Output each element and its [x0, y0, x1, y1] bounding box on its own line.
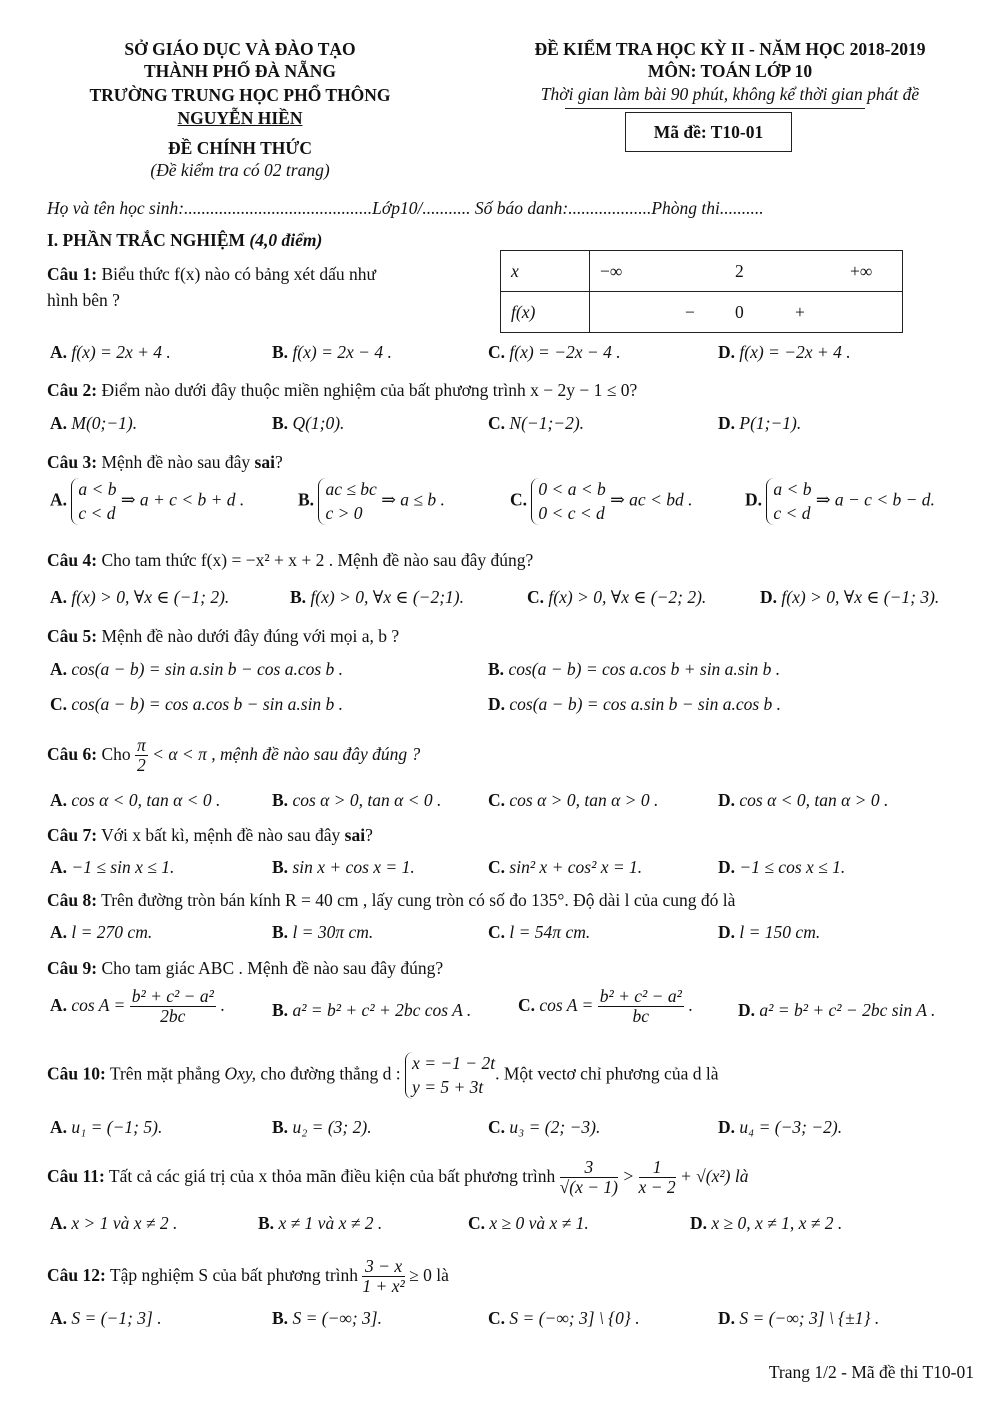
- q3-option-b[interactable]: B. ac ≤ bc c > 0 ⇒ a ≤ b .: [298, 478, 445, 525]
- q12-option-b[interactable]: B. S = (−∞; 3].: [272, 1308, 382, 1328]
- q5-option-b[interactable]: B. cos(a − b) = cos a.cos b + sin a.sin b .: [488, 659, 781, 679]
- school-name: NGUYỄN HIỀN: [177, 108, 303, 128]
- header-divider: [565, 108, 865, 109]
- sign-table-row1: [590, 251, 903, 292]
- q9-option-d[interactable]: D. a² = b² + c² − 2bc sin A .: [738, 1000, 936, 1020]
- q5-option-a[interactable]: A. cos(a − b) = sin a.sin b − cos a.cos b .: [50, 659, 344, 679]
- question-12: Câu 12: Tập nghiệm S của bất phương trình $\frac{3 - x}{\text{1 + x²}}$ ≥ 0 là: [47, 1256, 449, 1297]
- question-6: Câu 6: Cho $\frac{\pi}{2}$ < α < π , mệnh đề nào sau đây đúng ?: [47, 735, 421, 776]
- sign-table-fx: f(x): [501, 292, 590, 333]
- q9-option-c[interactable]: C. cos A = $\frac{\text{b² + c² − a²}}{bc}$ .: [518, 986, 693, 1027]
- question-4: Câu 4: Cho tam thức f(x) = −x² + x + 2 . Mệnh đề nào sau đây đúng?: [47, 550, 534, 570]
- q6-option-b[interactable]: B. cos α > 0, tan α < 0 .: [272, 790, 442, 810]
- pos-inf: +∞: [850, 261, 873, 281]
- q7-option-d[interactable]: D. −1 ≤ cos x ≤ 1.: [718, 857, 846, 877]
- question-10: Câu 10: Trên mặt phẳng Oxy, cho đường thẳng d : x = −1 − 2t y = 5 + 3t . Một vectơ chỉ phương của d là: [47, 1052, 718, 1099]
- q1-option-d[interactable]: D. f(x) = −2x + 4 .: [718, 342, 851, 362]
- root-2: 2: [735, 261, 744, 281]
- q6-option-d[interactable]: D. cos α < 0, tan α > 0 .: [718, 790, 889, 810]
- q4-option-d[interactable]: D. f(x) > 0, ∀x ∈ (−1; 3).: [760, 587, 940, 607]
- q10-option-b[interactable]: B. u₂ = (3; 2).: [272, 1117, 372, 1137]
- student-info-line: Họ và tên học sinh:...........................................Lớp10/........... Số báo danh:...................Phòng thi..........: [47, 198, 764, 218]
- q1-option-c[interactable]: C. f(x) = −2x − 4 .: [488, 342, 621, 362]
- q2-option-b[interactable]: B. Q(1;0).: [272, 413, 345, 433]
- q4-option-c[interactable]: C. f(x) > 0, ∀x ∈ (−2; 2).: [527, 587, 707, 607]
- q11-option-a[interactable]: A. x > 1 và x ≠ 2 .: [50, 1213, 178, 1233]
- q3-option-c[interactable]: C. 0 < a < b 0 < c < d ⇒ ac < bd .: [510, 478, 693, 525]
- sign-plus: +: [795, 302, 805, 322]
- question-8: Câu 8: Trên đường tròn bán kính R = 40 cm , lấy cung tròn có số đo 135°. Độ dài l của cung đó là: [47, 890, 736, 910]
- q7-option-b[interactable]: B. sin x + cos x = 1.: [272, 857, 415, 877]
- q3-option-d[interactable]: D. a < b c < d ⇒ a − c < b − d.: [745, 478, 935, 525]
- q5-option-c[interactable]: C. cos(a − b) = cos a.cos b − sin a.sin b .: [50, 694, 344, 714]
- q8-option-a[interactable]: A. l = 270 cm.: [50, 922, 153, 942]
- q9-option-a[interactable]: A. cos A = $\frac{\text{b² + c² − a²}}{2bc}$ .: [50, 986, 225, 1027]
- exam-subject: MÔN: TOÁN LỚP 10: [647, 61, 813, 81]
- q3-option-a[interactable]: A. a < b c < d ⇒ a + c < b + d .: [50, 478, 244, 525]
- question-3: Câu 3: Mệnh đề nào sau đây sai?: [47, 452, 283, 472]
- sign-table: [500, 250, 903, 333]
- question-11: Câu 11: Tất cả các giá trị của x thỏa mãn điều kiện của bất phương trình $\frac{3}{√(x - 1)}$ > $\frac{1}{x - 2}$ + √(x²) là: [47, 1157, 749, 1198]
- q11-option-b[interactable]: B. x ≠ 1 và x ≠ 2 .: [258, 1213, 383, 1233]
- question-9: Câu 9: Cho tam giác ABC . Mệnh đề nào sau đây đúng?: [47, 958, 444, 978]
- school-type: TRƯỜNG TRUNG HỌC PHỔ THÔNG: [89, 85, 391, 105]
- neg-inf: −∞: [600, 261, 623, 281]
- q9-option-b[interactable]: B. a² = b² + c² + 2bc cos A .: [272, 1000, 472, 1020]
- question-5: Câu 5: Mệnh đề nào dưới đây đúng với mọi a, b ?: [47, 626, 400, 646]
- sign-table-row2: [590, 292, 903, 333]
- q1-option-a[interactable]: A. f(x) = 2x + 4 .: [50, 342, 171, 362]
- q5-option-d[interactable]: D. cos(a − b) = cos a.sin b − sin a.cos b .: [488, 694, 782, 714]
- q7-option-a[interactable]: A. −1 ≤ sin x ≤ 1.: [50, 857, 175, 877]
- q1-option-b[interactable]: B. f(x) = 2x − 4 .: [272, 342, 392, 362]
- q10-option-d[interactable]: D. u₄ = (−3; −2).: [718, 1117, 843, 1137]
- q2-option-a[interactable]: A. M(0;−1).: [50, 413, 138, 433]
- q10-option-c[interactable]: C. u₃ = (2; −3).: [488, 1117, 601, 1137]
- q12-option-c[interactable]: C. S = (−∞; 3] \ {0} .: [488, 1308, 640, 1328]
- question-7: Câu 7: Với x bất kì, mệnh đề nào sau đây sai?: [47, 825, 373, 845]
- question-1-cont: hình bên ?: [47, 290, 120, 310]
- section-title: I. PHẦN TRẮC NGHIỆM (4,0 điểm): [47, 230, 323, 250]
- q12-option-a[interactable]: A. S = (−1; 3] .: [50, 1308, 162, 1328]
- q2-option-d[interactable]: D. P(1;−1).: [718, 413, 802, 433]
- q8-option-d[interactable]: D. l = 150 cm.: [718, 922, 821, 942]
- q7-option-c[interactable]: C. sin² x + cos² x = 1.: [488, 857, 643, 877]
- q8-option-b[interactable]: B. l = 30π cm.: [272, 922, 374, 942]
- q4-option-b[interactable]: B. f(x) > 0, ∀x ∈ (−2;1).: [290, 587, 464, 607]
- exam-time: Thời gian làm bài 90 phút, không kể thời gian phát đề: [540, 84, 920, 104]
- city-name: THÀNH PHỐ ĐÀ NẴNG: [143, 61, 336, 81]
- exam-code-box: Mã đề: T10-01: [625, 112, 792, 152]
- q2-option-c[interactable]: C. N(−1;−2).: [488, 413, 585, 433]
- page-footer: Trang 1/2 - Mã đề thi T10-01: [768, 1362, 974, 1382]
- question-2: Câu 2: Điểm nào dưới đây thuộc miền nghiệm của bất phương trình x − 2y − 1 ≤ 0?: [47, 380, 638, 400]
- q10-option-a[interactable]: A. u₁ = (−1; 5).: [50, 1117, 163, 1137]
- page-count-note: (Đề kiểm tra có 02 trang): [150, 160, 330, 180]
- question-1: Câu 1: Biểu thức f(x) nào có bảng xét dấu như: [47, 264, 377, 284]
- q11-option-c[interactable]: C. x ≥ 0 và x ≠ 1.: [468, 1213, 589, 1233]
- dept-name: SỞ GIÁO DỤC VÀ ĐÀO TẠO: [124, 39, 356, 59]
- q12-option-d[interactable]: D. S = (−∞; 3] \ {±1} .: [718, 1308, 880, 1328]
- sign-minus: −: [685, 302, 695, 322]
- exam-title: ĐỀ KIỂM TRA HỌC KỲ II - NĂM HỌC 2018-2019: [534, 39, 926, 59]
- q11-option-d[interactable]: D. x ≥ 0, x ≠ 1, x ≠ 2 .: [690, 1213, 843, 1233]
- sign-zero: 0: [735, 302, 744, 322]
- sign-table-x: x: [501, 251, 590, 292]
- official-label: ĐỀ CHÍNH THỨC: [168, 138, 312, 158]
- q6-option-a[interactable]: A. cos α < 0, tan α < 0 .: [50, 790, 221, 810]
- q4-option-a[interactable]: A. f(x) > 0, ∀x ∈ (−1; 2).: [50, 587, 230, 607]
- q6-option-c[interactable]: C. cos α > 0, tan α > 0 .: [488, 790, 659, 810]
- q8-option-c[interactable]: C. l = 54π cm.: [488, 922, 591, 942]
